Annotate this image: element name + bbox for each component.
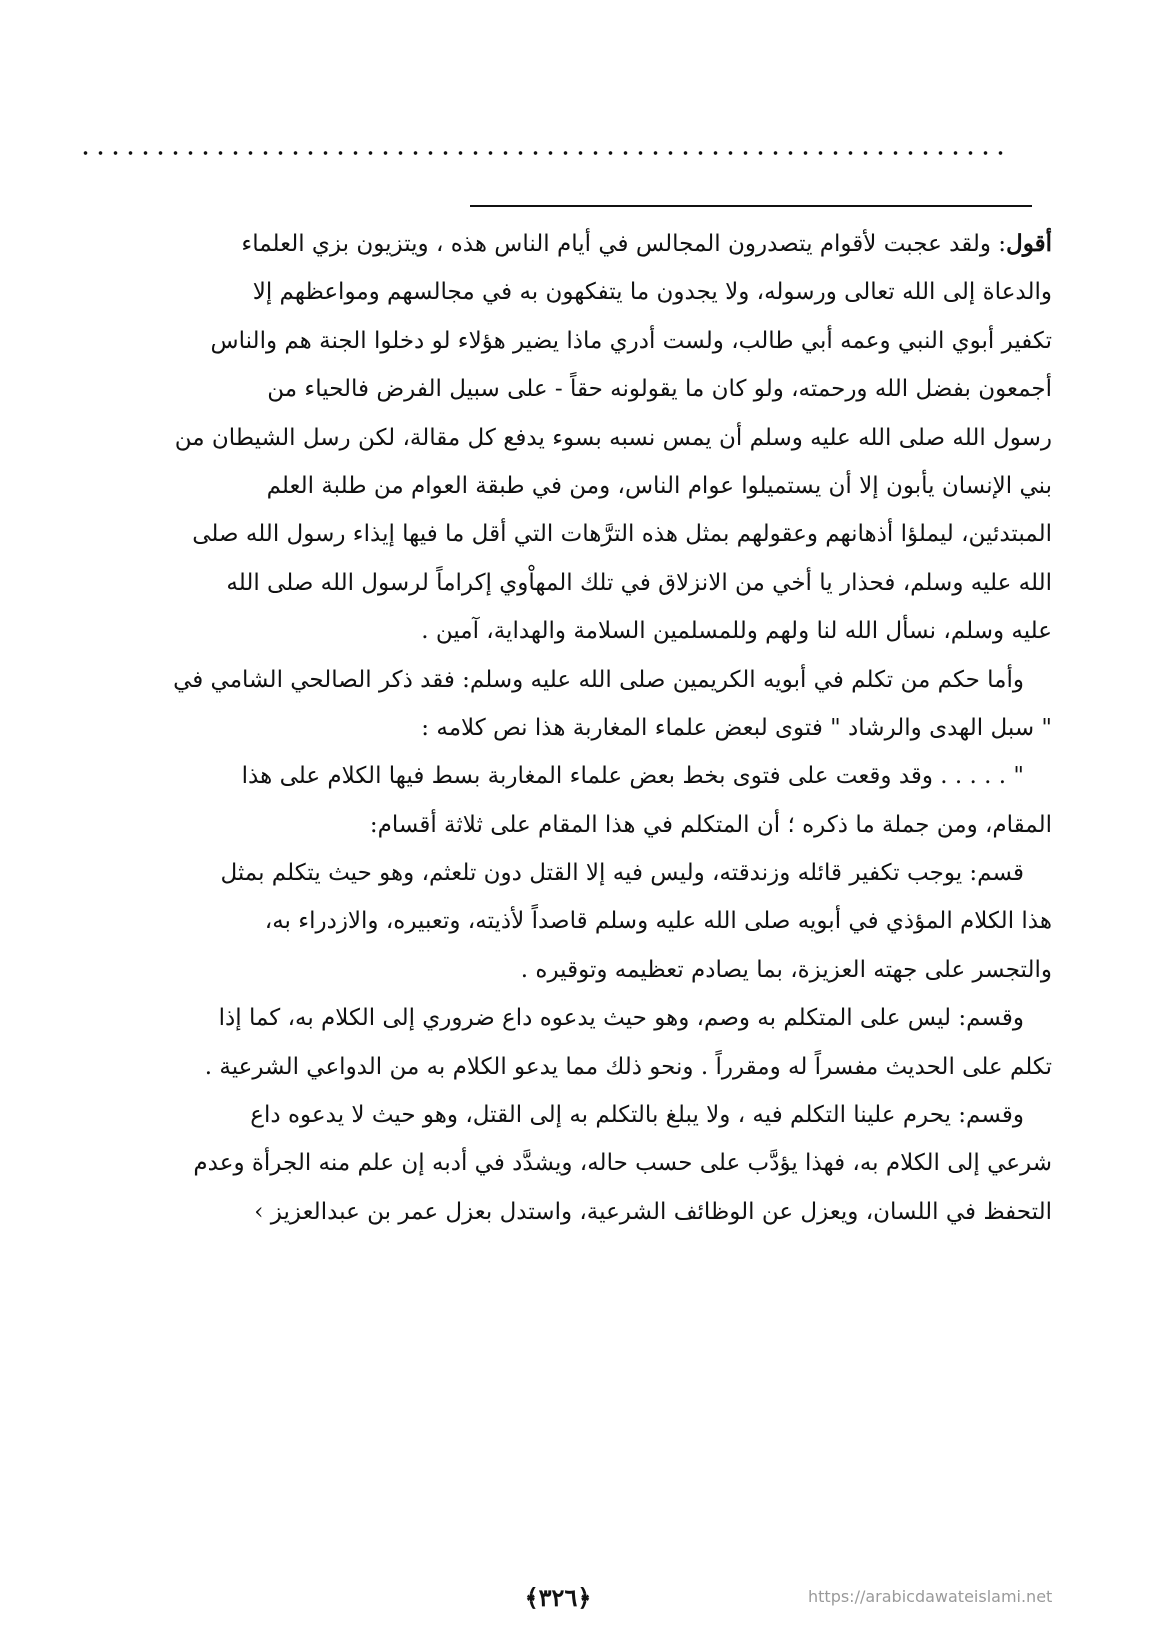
text-line [62,559,1052,607]
text-line [62,607,1052,655]
text-line [62,1188,1052,1236]
text-line [62,946,1052,994]
line-text: أجمعون بفضل الله ورحمته، ولو كان ما يقولونه حقاً - على سبيل الفرض فالحياء من [267,376,1052,403]
dotted-separator [78,150,1010,156]
page-number: ﴿٣٢٦﴾ [524,1583,592,1612]
line-text: وأما حكم من تكلم في أبويه الكريمين صلى الله عليه وسلم: فقد ذكر الصالحي الشامي في [173,666,1024,693]
line-text: : ولقد عجبت لأقوام يتصدرون المجالس في أيام الناس هذه ، ويتزيون بزي العلماء [241,231,1007,257]
text-line [62,752,1052,800]
line-text: تكلم على الحديث مفسراً له ومقرراً . ونحو ذلك مما يدعو الكلام به من الدواعي الشرعية . [204,1053,1052,1080]
line-text: والدعاة إلى الله تعالى ورسوله، ولا يجدون ما يتفكهون به في مجالسهم ومواعظهم إلا [252,279,1052,306]
line-text: هذا الكلام المؤذي في أبويه صلى الله عليه وسلم قاصداً لأذيته، وتعبيره، والازدراء به، [264,908,1052,935]
text-line [62,510,1052,558]
text-line [62,1091,1052,1139]
line-text: وقسم: يحرم علينا التكلم فيه ، ولا يبلغ بالتكلم به إلى القتل، وهو حيث لا يدعوه داع [250,1102,1024,1129]
body-text [62,220,1052,1236]
line-text: بني الإنسان يأبون إلا أن يستميلوا عوام الناس، ومن في طبقة العوام من طلبة العلم [266,472,1052,499]
text-line [62,220,1052,268]
line-text: وقسم: ليس على المتكلم به وصم، وهو حيث يدعوه داع ضروري إلى الكلام به، كما إذا [218,1005,1024,1032]
text-line [62,462,1052,510]
line-text: التحفظ في اللسان، ويعزل عن الوظائف الشرعية، واستدل بعزل عمر بن عبدالعزيز › [254,1198,1052,1225]
line-text: المقام، ومن جملة ما ذكره ؛ أن المتكلم في هذا المقام على ثلاثة أقسام: [369,811,1052,838]
line-text: شرعي إلى الكلام به، فهذا يؤدَّب على حسب حاله، ويشدَّد في أدبه إن علم منه الجرأة وعدم [193,1150,1052,1177]
text-line [62,656,1052,704]
text-line [62,1043,1052,1091]
line-text: تكفير أبوي النبي وعمه أبي طالب، ولست أدري ماذا يضير هؤلاء لو دخلوا الجنة هم والناس [210,327,1052,354]
line-text: قسم: يوجب تكفير قائله وزندقته، وليس فيه إلا القتل دون تلعثم، وهو حيث يتكلم بمثل [220,860,1024,887]
lead-word: أقول [1006,230,1052,257]
text-line [62,801,1052,849]
line-text: " سبل الهدى والرشاد " فتوى لبعض علماء المغاربة هذا نص كلامه : [421,714,1052,741]
line-text: " . . . . . وقد وقعت على فتوى بخط بعض علماء المغاربة بسط فيها الكلام على هذا [241,763,1024,790]
text-line [62,414,1052,462]
text-line [62,268,1052,316]
line-text: عليه وسلم، نسأل الله لنا ولهم وللمسلمين السلامة والهداية، آمين . [421,618,1052,645]
line-text: والتجسر على جهته العزيزة، بما يصادم تعظيمه وتوقيره . [520,956,1052,983]
watermark-url: https://arabicdawateislami.net [808,1587,1053,1606]
text-line [62,704,1052,752]
text-line [62,897,1052,945]
text-line [62,849,1052,897]
line-text: المبتدئين، ليملؤا أذهانهم وعقولهم بمثل هذه الترَّهات التي أقل ما فيها إيذاء رسول الله صلى [192,521,1052,548]
horizontal-rule [470,205,1032,207]
text-line [62,365,1052,413]
text-line [62,994,1052,1042]
line-text: رسول الله صلى الله عليه وسلم أن يمس نسبه بسوء يدفع كل مقالة، لكن رسل الشيطان من [174,424,1052,451]
line-text: الله عليه وسلم، فحذار يا أخي من الانزلاق في تلك المهاْوي إكراماً لرسول الله صلى الله [226,569,1052,596]
text-line [62,1139,1052,1187]
text-line [62,317,1052,365]
